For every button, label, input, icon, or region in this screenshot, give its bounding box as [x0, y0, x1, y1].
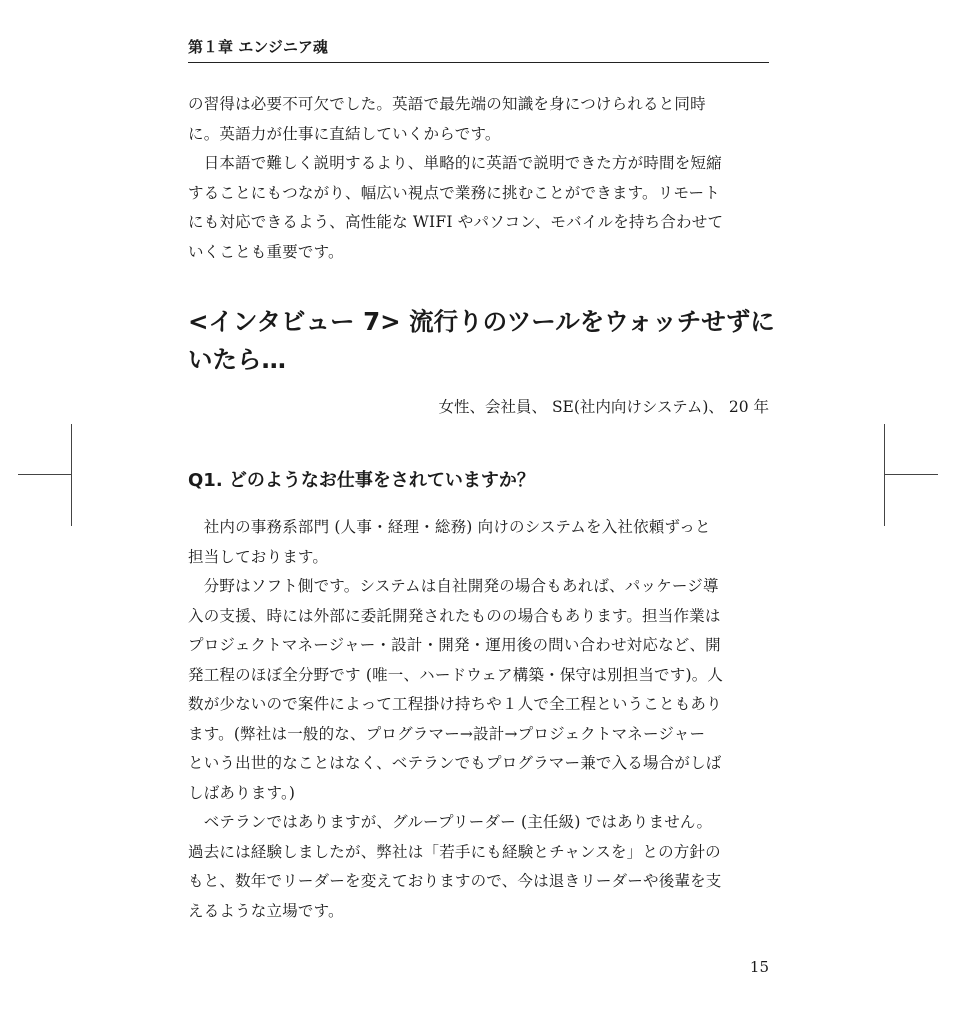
text-line: という出世的なことはなく、ベテランでもプログラマー兼で入る場合がしば [188, 754, 722, 772]
text-line: 分野はソフト側です。システムは自社開発の場合もあれば、パッケージ導 [188, 577, 719, 595]
text-line: に。英語力が仕事に直結していくからです。 [188, 124, 501, 143]
text-line: えるような立場です。 [188, 901, 344, 920]
text-line: しばあります。) [188, 783, 296, 802]
text-line: 発工程のほぼ全分野です (唯一、ハードウェア構築・保守は別担当です)。人 [188, 665, 724, 684]
text-line: いくことも重要です。 [188, 242, 344, 261]
question-heading: Q1. どのようなお仕事をされていますか？ [188, 470, 535, 491]
text-line: もと、数年でリーダーを変えておりますので、今は退きリーダーや後輩を支 [188, 872, 722, 890]
crop-mark-right-horizontal [884, 474, 938, 475]
text-line: 過去には経験しましたが、弊社は「若手にも経験とチャンスを」との方針の [188, 842, 721, 861]
crop-mark-left-vertical [71, 424, 72, 526]
text-line: することにもつながり、幅広い視点で業務に挑むことができます。リモート [188, 183, 720, 202]
text-line: ます。(弊社は一般的な、プログラマー→設計→プロジェクトマネージャー [188, 724, 706, 743]
text-line: 社内の事務系部門 (人事・経理・総務) 向けのシステムを入社依頼ずっと [188, 518, 711, 536]
chapter-title: 第１章 エンジニア魂 [188, 38, 328, 56]
answer-body [188, 513, 771, 926]
page-number: 15 [749, 958, 769, 976]
running-header [188, 36, 769, 63]
crop-mark-left-horizontal [18, 474, 72, 475]
text-line: にも対応できるよう、高性能な WIFI やパソコン、モバイルを持ち合わせて [188, 213, 724, 231]
text-line: プロジェクトマネージャー・設計・開発・運用後の問い合わせ対応など、開 [188, 636, 721, 654]
text-line: 数が少ないので案件によって工程掛け持ちや１人で全工程ということもあり [188, 695, 722, 713]
interview-title [188, 303, 788, 379]
text-line: 担当しております。 [188, 547, 329, 566]
crop-mark-right-vertical [884, 424, 885, 526]
interviewee-byline: 女性、会社員、 SE(社内向けシステム)、 20 年 [438, 398, 769, 416]
text-line: 入の支援、時には外部に委託開発されたものの場合もあります。担当作業は [188, 606, 721, 625]
interview-title-line: <インタビュー 7> 流行りのツールをウォッチせずに [188, 307, 775, 336]
intro-paragraph [188, 90, 771, 267]
text-line: ベテランではありますが、グループリーダー (主任級) ではありません。 [188, 813, 713, 831]
text-line: の習得は必要不可欠でした。英語で最先端の知識を身につけられると同時 [188, 95, 706, 113]
interview-title-line: いたら… [188, 345, 286, 374]
text-line: 日本語で難しく説明するより、単略的に英語で説明できた方が時間を短縮 [188, 154, 722, 172]
